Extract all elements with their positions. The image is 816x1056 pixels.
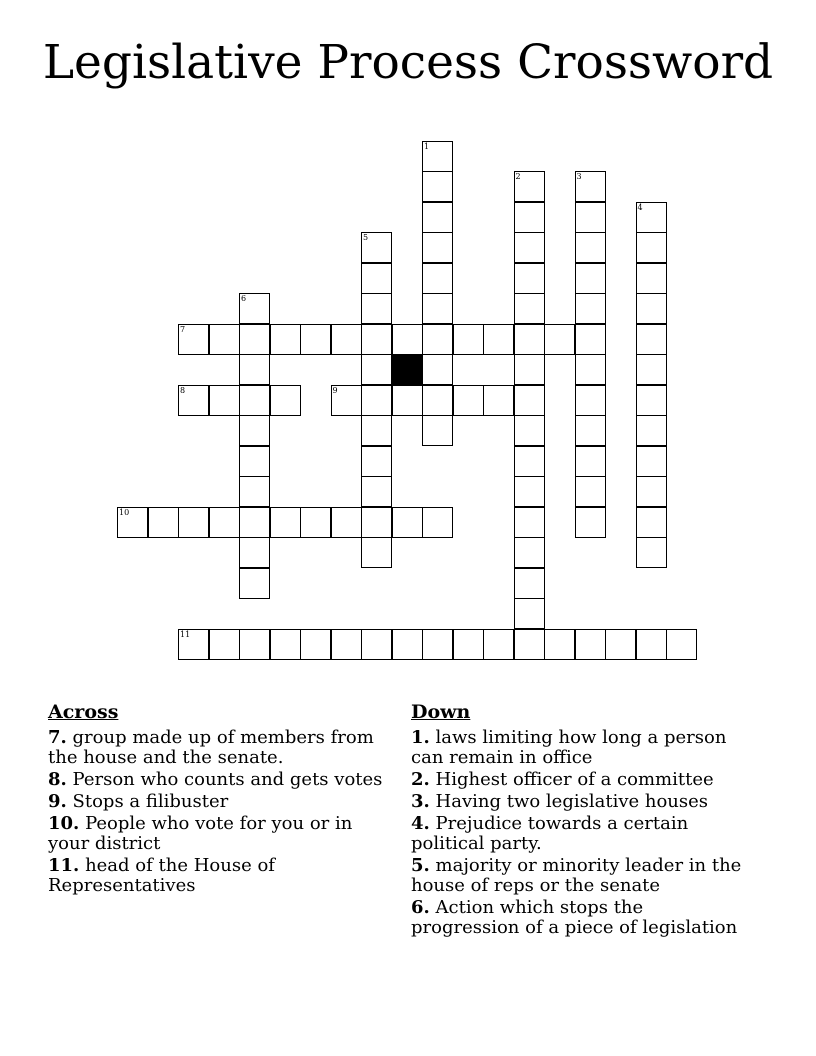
grid-cell[interactable]	[270, 507, 301, 538]
grid-cell[interactable]	[361, 263, 392, 294]
grid-cell[interactable]	[209, 507, 240, 538]
grid-cell[interactable]	[514, 415, 545, 446]
clue-number: 1.	[411, 727, 430, 748]
grid-cell[interactable]	[361, 629, 392, 660]
clue-across-10	[48, 814, 398, 854]
cell-number: 8	[180, 385, 186, 395]
grid-cell[interactable]	[300, 629, 331, 660]
grid-cell[interactable]	[483, 629, 514, 660]
cell-number: 5	[363, 233, 369, 242]
clue-number: 7.	[48, 727, 67, 748]
grid-cell[interactable]	[239, 324, 270, 355]
clue-number: 3.	[411, 791, 430, 812]
grid-cell[interactable]	[117, 507, 148, 538]
grid-cell[interactable]	[636, 629, 667, 660]
grid-cell[interactable]	[422, 293, 453, 324]
clue-text: laws limiting how long a person can remain in office	[411, 727, 727, 768]
grid-cell[interactable]	[239, 629, 270, 660]
clue-text: head of the House of Representatives	[48, 855, 275, 896]
grid-cell[interactable]	[575, 171, 606, 202]
clue-text: majority or minority leader in the house of reps or the senate	[411, 855, 742, 896]
clue-across-11	[48, 856, 398, 896]
grid-cell[interactable]	[575, 324, 606, 355]
grid-cell[interactable]	[361, 415, 392, 446]
cell-number: 10	[119, 507, 130, 517]
grid-cell[interactable]	[636, 263, 667, 294]
grid-cell[interactable]	[422, 324, 453, 355]
clue-number: 2.	[411, 769, 430, 790]
grid-cell[interactable]	[636, 354, 667, 385]
grid-cell[interactable]	[422, 415, 453, 446]
grid-cell[interactable]	[514, 476, 545, 507]
grid-cell[interactable]	[178, 324, 209, 355]
grid-cell[interactable]	[514, 598, 545, 629]
grid-cell[interactable]	[239, 354, 270, 385]
grid-cell[interactable]	[666, 629, 697, 660]
grid-cell[interactable]	[361, 476, 392, 507]
grid-cell[interactable]	[514, 293, 545, 324]
grid-cell[interactable]	[636, 293, 667, 324]
grid-cell[interactable]	[331, 507, 362, 538]
grid-cell[interactable]	[575, 476, 606, 507]
grid-cell[interactable]	[575, 385, 606, 416]
grid-cell[interactable]	[483, 385, 514, 416]
clue-across-7	[48, 728, 398, 768]
grid-cell[interactable]	[636, 446, 667, 477]
grid-cell[interactable]	[178, 507, 209, 538]
grid-cell[interactable]	[361, 446, 392, 477]
clue-down-1	[411, 728, 751, 768]
grid-cell[interactable]	[575, 202, 606, 233]
clue-number: 5.	[411, 855, 430, 876]
clue-text: Having two legislative houses	[435, 791, 709, 812]
grid-cell[interactable]	[514, 202, 545, 233]
grid-cell[interactable]	[422, 232, 453, 263]
grid-cell[interactable]	[514, 537, 545, 568]
cell-number: 3	[576, 172, 582, 181]
grid-cell[interactable]	[422, 507, 453, 538]
grid-cell[interactable]	[392, 385, 423, 416]
clue-down-3	[411, 792, 751, 812]
grid-cell[interactable]	[636, 415, 667, 446]
grid-cell[interactable]	[209, 385, 240, 416]
grid-cell[interactable]	[361, 293, 392, 324]
grid-cell[interactable]	[239, 537, 270, 568]
grid-cell[interactable]	[422, 629, 453, 660]
clue-down-5	[411, 856, 751, 896]
grid-cell[interactable]	[636, 507, 667, 538]
clue-across-9	[48, 792, 398, 812]
grid-cell[interactable]	[544, 629, 575, 660]
grid-cell[interactable]	[239, 415, 270, 446]
across-heading: Across	[48, 701, 119, 723]
clue-across-8	[48, 770, 398, 790]
clue-down-6	[411, 898, 751, 938]
grid-cell[interactable]	[392, 507, 423, 538]
grid-cell[interactable]	[178, 385, 209, 416]
grid-cell[interactable]	[331, 629, 362, 660]
grid-cell[interactable]	[239, 476, 270, 507]
grid-cell[interactable]	[239, 385, 270, 416]
grid-cell[interactable]	[636, 476, 667, 507]
grid-cell[interactable]	[514, 507, 545, 538]
grid-cell[interactable]	[514, 629, 545, 660]
grid-cell[interactable]	[178, 629, 209, 660]
across-clues	[48, 700, 398, 898]
grid-cell[interactable]	[605, 629, 636, 660]
grid-cell[interactable]	[148, 507, 179, 538]
grid-cell[interactable]	[453, 324, 484, 355]
grid-cell[interactable]	[361, 537, 392, 568]
grid-cell[interactable]	[575, 507, 606, 538]
down-heading: Down	[411, 701, 471, 723]
grid-cell[interactable]	[575, 446, 606, 477]
grid-cell[interactable]	[514, 385, 545, 416]
grid-cell[interactable]	[239, 446, 270, 477]
clue-text: Action which stops the progression of a piece of legislation	[411, 897, 738, 938]
clue-down-2	[411, 770, 751, 790]
grid-cell[interactable]	[239, 293, 270, 324]
grid-cell[interactable]	[514, 446, 545, 477]
grid-cell[interactable]	[636, 385, 667, 416]
grid-cell[interactable]	[514, 568, 545, 599]
grid-cell[interactable]	[331, 385, 362, 416]
grid-cell[interactable]	[453, 629, 484, 660]
grid-cell[interactable]	[361, 354, 392, 385]
clue-number: 9.	[48, 791, 67, 812]
grid-cell[interactable]	[209, 324, 240, 355]
cell-number: 4	[637, 202, 643, 212]
cell-number: 1	[424, 141, 430, 151]
grid-cell[interactable]	[575, 263, 606, 294]
grid-cell[interactable]	[209, 629, 240, 660]
clue-text: group made up of members from the house and the senate.	[48, 727, 374, 768]
grid-cell[interactable]	[514, 232, 545, 263]
cell-number: 7	[180, 324, 186, 334]
grid-cell[interactable]	[422, 141, 453, 172]
cell-number: 6	[241, 294, 247, 303]
clue-number: 8.	[48, 769, 67, 790]
grid-cell[interactable]	[300, 507, 331, 538]
grid-cell[interactable]	[453, 385, 484, 416]
grid-cell[interactable]	[361, 507, 392, 538]
grid-cell[interactable]	[636, 324, 667, 355]
grid-cell[interactable]	[514, 263, 545, 294]
grid-cell[interactable]	[422, 263, 453, 294]
grid-cell[interactable]	[331, 324, 362, 355]
grid-cell[interactable]	[575, 232, 606, 263]
grid-cell[interactable]	[422, 171, 453, 202]
grid-cell[interactable]	[392, 629, 423, 660]
cell-number: 11	[180, 629, 191, 639]
down-clues	[411, 700, 751, 940]
clue-number: 11.	[48, 855, 80, 876]
grid-cell[interactable]	[514, 171, 545, 202]
cell-number: 2	[515, 172, 521, 181]
clue-number: 4.	[411, 813, 430, 834]
grid-cell[interactable]	[636, 202, 667, 233]
grid-cell[interactable]	[514, 324, 545, 355]
grid-cell[interactable]	[575, 354, 606, 385]
grid-cell[interactable]	[514, 354, 545, 385]
grid-cell[interactable]	[483, 324, 514, 355]
grid-cell[interactable]	[575, 415, 606, 446]
grid-cell[interactable]	[300, 324, 331, 355]
grid-cell[interactable]	[392, 324, 423, 355]
page-title: Legislative Process Crossword	[42, 35, 774, 90]
grid-cell[interactable]	[636, 537, 667, 568]
grid-cell[interactable]	[575, 293, 606, 324]
clue-text: Highest officer of a committee	[435, 769, 714, 790]
grid-cell[interactable]	[575, 629, 606, 660]
grid-cell[interactable]	[422, 202, 453, 233]
grid-cell[interactable]	[544, 324, 575, 355]
grid-cell[interactable]	[270, 629, 301, 660]
grid-cell[interactable]	[239, 568, 270, 599]
grid-cell[interactable]	[239, 507, 270, 538]
grid-cell[interactable]	[361, 385, 392, 416]
cell-number: 9	[332, 385, 338, 395]
clue-text: People who vote for you or in your district	[48, 813, 353, 854]
clue-text: Person who counts and gets votes	[72, 769, 383, 790]
clue-text: Stops a filibuster	[72, 791, 229, 812]
grid-cell[interactable]	[270, 324, 301, 355]
clue-down-4	[411, 814, 751, 854]
grid-cell[interactable]	[361, 232, 392, 263]
grid-cell[interactable]	[270, 385, 301, 416]
clue-number: 10.	[48, 813, 80, 834]
clue-text: Prejudice towards a certain political party.	[411, 813, 689, 854]
clue-number: 6.	[411, 897, 430, 918]
grid-cell[interactable]	[361, 324, 392, 355]
black-cell	[392, 354, 423, 385]
grid-cell[interactable]	[422, 354, 453, 385]
grid-cell[interactable]	[422, 385, 453, 416]
grid-cell[interactable]	[636, 232, 667, 263]
